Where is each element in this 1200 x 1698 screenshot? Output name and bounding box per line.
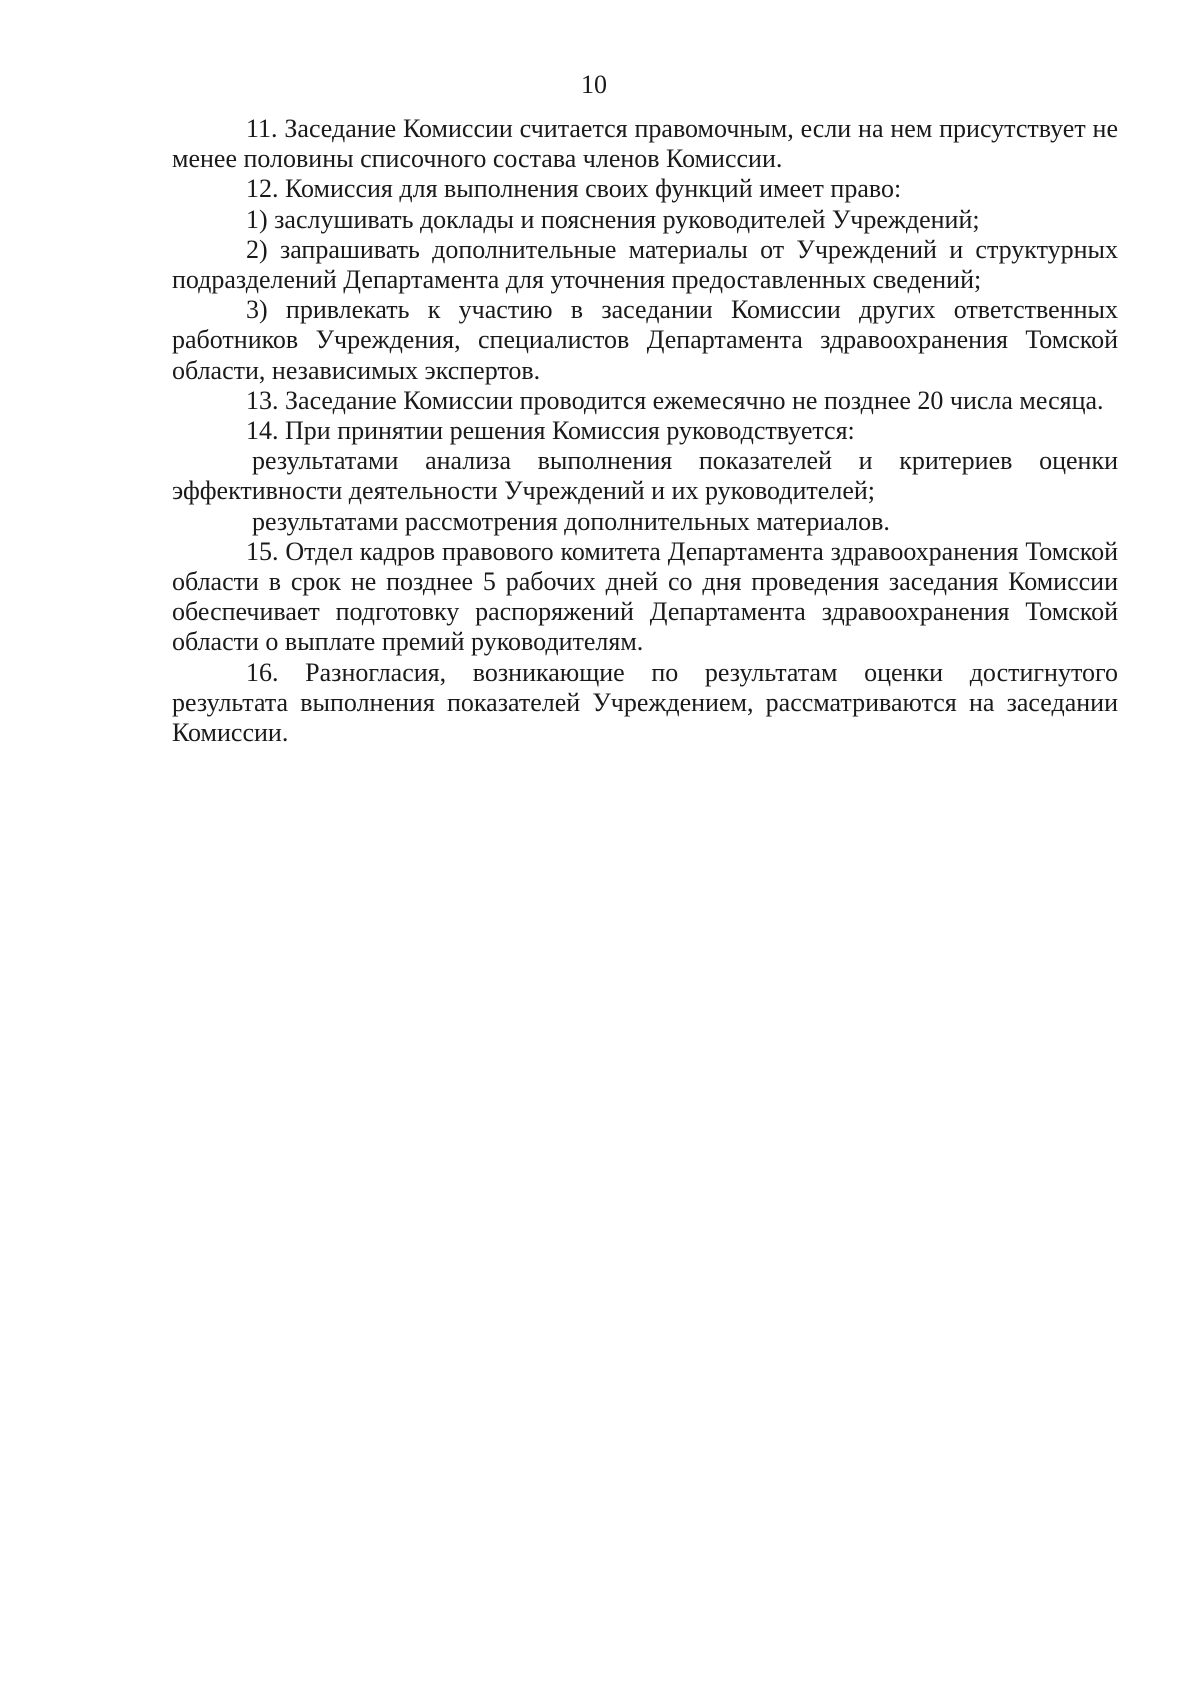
page-number: 10	[581, 70, 607, 99]
list-item-2: 2) запрашивать дополнительные материалы от Учреждений и структурных подразделений Департамента для уточнения предоставленных сведений;	[172, 234, 1118, 295]
paragraph-13: 13. Заседание Комиссии проводится ежемесячно не позднее 20 числа месяца.	[246, 385, 1104, 415]
paragraph-15: 15. Отдел кадров правового комитета Департамента здравоохранения Томской области в срок не позднее 5 рабочих дней со дня проведения заседания Комиссии обеспечивает подготовку распоряжений Департамента здравоохранения Томской области о выплате премий руководителям.	[172, 536, 1118, 657]
paragraph-12: 12. Комиссия для выполнения своих функций имеет право:	[246, 174, 902, 204]
document-body	[172, 114, 1118, 748]
criteria-item-2: результатами рассмотрения дополнительных материалов.	[252, 506, 890, 536]
criteria-item-1: результатами анализа выполнения показателей и критериев оценки эффективности деятельности Учреждений и их руководителей;	[172, 446, 1118, 506]
paragraph-14: 14. При принятии решения Комиссия руководствуется:	[246, 416, 855, 446]
paragraph-16: 16. Разногласия, возникающие по результатам оценки достигнутого результата выполнения показателей Учреждением, рассматриваются на заседании Комиссии.	[172, 657, 1118, 748]
list-item-1: 1) заслушивать доклады и пояснения руководителей Учреждений;	[246, 204, 980, 234]
paragraph-11: 11. Заседание Комиссии считается правомочным, если на нем присутствует не менее половины списочного состава членов Комиссии.	[172, 114, 1118, 174]
list-item-3: 3) привлекать к участию в заседании Комиссии других ответственных работников Учреждения, специалистов Департамента здравоохранения Томской области, независимых экспертов.	[172, 295, 1118, 385]
